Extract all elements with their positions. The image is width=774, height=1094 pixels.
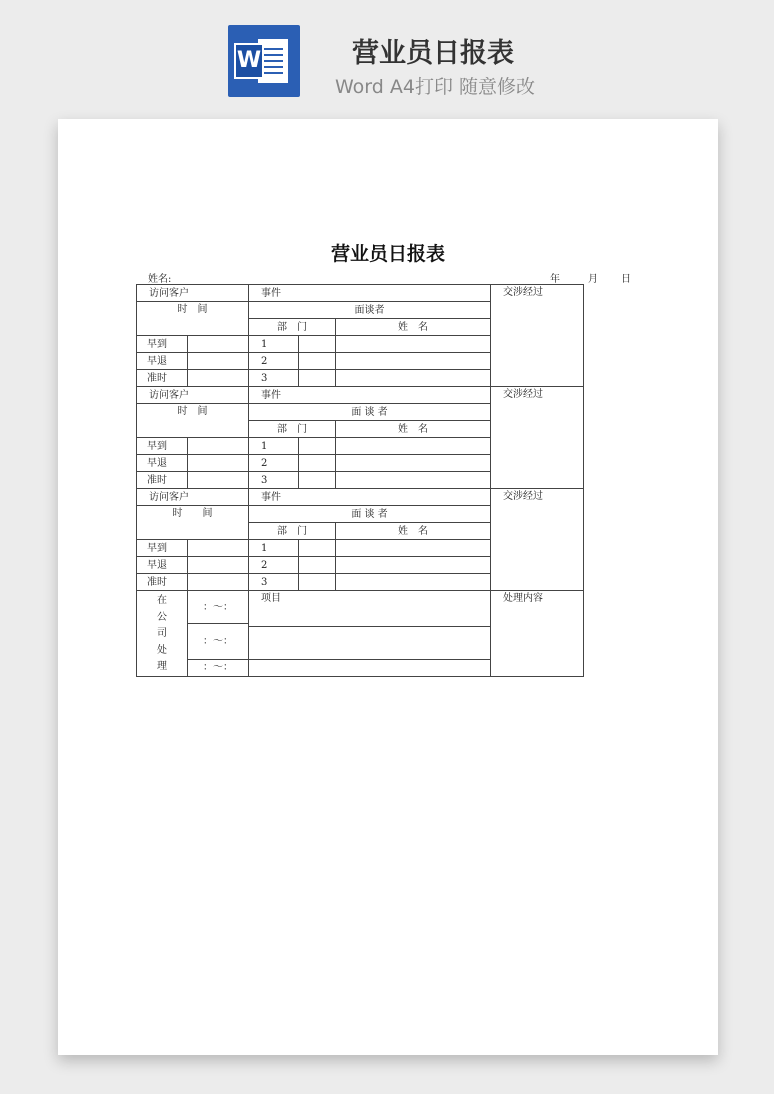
interviewee-label: 面谈者	[249, 302, 491, 319]
row-number: 2	[249, 455, 299, 472]
status-label: 早到	[137, 336, 188, 353]
status-label: 准时	[137, 472, 188, 489]
negotiation-cell[interactable]: 交涉经过	[491, 387, 584, 489]
name-cell[interactable]	[336, 336, 491, 353]
department-cell[interactable]	[299, 370, 336, 387]
status-value-cell[interactable]	[188, 557, 249, 574]
row-number: 3	[249, 472, 299, 489]
name-cell[interactable]	[336, 574, 491, 591]
negotiation-cell[interactable]: 交涉经过	[491, 285, 584, 387]
time-slot[interactable]: ：～：	[188, 591, 249, 624]
department-cell[interactable]	[299, 557, 336, 574]
time-label: 时 间	[137, 302, 249, 336]
visit-header-row	[137, 387, 584, 404]
item-cell[interactable]	[249, 659, 491, 676]
department-cell[interactable]	[299, 472, 336, 489]
visit-header-row	[137, 489, 584, 506]
name-column-label: 姓 名	[336, 421, 491, 438]
department-label: 部 门	[249, 319, 336, 336]
name-cell[interactable]	[336, 438, 491, 455]
status-label: 早到	[137, 540, 188, 557]
name-column-label: 姓 名	[336, 319, 491, 336]
status-label: 准时	[137, 574, 188, 591]
status-label: 早退	[137, 353, 188, 370]
status-value-cell[interactable]	[188, 336, 249, 353]
event-label: 事件	[249, 285, 491, 302]
status-label: 早退	[137, 455, 188, 472]
page-header	[0, 0, 774, 110]
status-label: 早退	[137, 557, 188, 574]
department-cell[interactable]	[299, 540, 336, 557]
visit-customer-label: 访问客户	[137, 387, 249, 404]
status-value-cell[interactable]	[188, 353, 249, 370]
status-label: 早到	[137, 438, 188, 455]
row-number: 1	[249, 438, 299, 455]
name-cell[interactable]	[336, 455, 491, 472]
department-cell[interactable]	[299, 438, 336, 455]
document-title: 营业员日报表	[330, 243, 445, 265]
office-handling-label: 在 公 司 处 理	[137, 591, 188, 677]
event-label: 事件	[249, 387, 491, 404]
row-number: 3	[249, 370, 299, 387]
row-number: 1	[249, 336, 299, 353]
status-value-cell[interactable]	[188, 455, 249, 472]
negotiation-cell[interactable]: 交涉经过	[491, 489, 584, 591]
visit-customer-label: 访问客户	[137, 285, 249, 302]
department-label: 部 门	[249, 523, 336, 540]
status-value-cell[interactable]	[188, 438, 249, 455]
word-icon-letter: W	[234, 43, 264, 79]
name-cell[interactable]	[336, 540, 491, 557]
status-value-cell[interactable]	[188, 472, 249, 489]
office-row	[137, 591, 584, 624]
name-label: 姓名:	[148, 274, 172, 285]
row-number: 3	[249, 574, 299, 591]
time-label: 时 间	[137, 404, 249, 438]
daily-report-table	[136, 284, 584, 677]
name-cell[interactable]	[336, 472, 491, 489]
item-cell[interactable]	[249, 626, 491, 659]
date-year: 年	[550, 274, 560, 285]
row-number: 2	[249, 557, 299, 574]
visit-header-row	[137, 285, 584, 302]
document-page	[58, 119, 718, 1055]
time-label: 时 间	[137, 506, 249, 540]
status-label: 准时	[137, 370, 188, 387]
department-cell[interactable]	[299, 574, 336, 591]
date-day: 日	[621, 274, 631, 285]
status-value-cell[interactable]	[188, 370, 249, 387]
content-label: 处理内容	[491, 591, 584, 677]
department-cell[interactable]	[299, 353, 336, 370]
word-document-icon	[228, 25, 300, 97]
status-value-cell[interactable]	[188, 574, 249, 591]
time-slot[interactable]: ：～：	[188, 659, 249, 676]
app-title: 营业员日报表	[352, 38, 514, 69]
interviewee-label: 面 谈 者	[249, 404, 491, 421]
name-cell[interactable]	[336, 353, 491, 370]
department-cell[interactable]	[299, 336, 336, 353]
app-subtitle: Word A4打印 随意修改	[334, 76, 535, 98]
name-cell[interactable]	[336, 557, 491, 574]
name-cell[interactable]	[336, 370, 491, 387]
interviewee-label: 面 谈 者	[249, 506, 491, 523]
date-month: 月	[588, 274, 598, 285]
time-slot[interactable]: ：～：	[188, 624, 249, 660]
department-cell[interactable]	[299, 455, 336, 472]
row-number: 1	[249, 540, 299, 557]
visit-customer-label: 访问客户	[137, 489, 249, 506]
status-value-cell[interactable]	[188, 540, 249, 557]
event-label: 事件	[249, 489, 491, 506]
item-label: 项目	[249, 591, 491, 627]
department-label: 部 门	[249, 421, 336, 438]
row-number: 2	[249, 353, 299, 370]
name-column-label: 姓 名	[336, 523, 491, 540]
